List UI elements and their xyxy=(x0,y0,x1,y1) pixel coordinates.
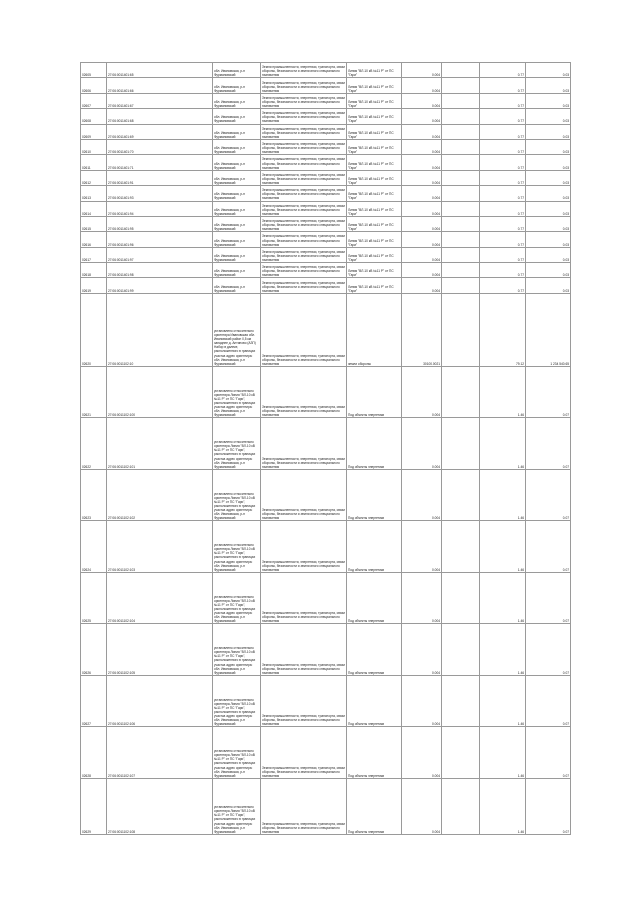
cadastral-number-cell: 27:06:0011401:94 xyxy=(107,201,213,216)
cadastral-number-cell: 27:06:0011102:106 xyxy=(107,675,213,727)
land-category-cell: Земли промышленности, энергетики, транспорта, связи обороны, безопасности и земли иного специального назначения xyxy=(261,247,347,262)
land-category-cell: Земли промышленности, энергетики, транспорта, связи обороны, безопасности и земли иного специального назначения xyxy=(261,572,347,624)
table-row xyxy=(81,109,571,124)
row-number-cell: 02629 xyxy=(81,778,107,834)
value-col9-cell: 0.07 xyxy=(526,366,571,418)
value-col7-cell xyxy=(442,418,480,470)
value-col7-cell xyxy=(442,93,480,108)
value-col8-cell: 1.46 xyxy=(480,418,526,470)
land-category-cell: Земли промышленности, энергетики, транспорта, связи обороны, безопасности и земли иного специального назначения xyxy=(261,624,347,676)
land-category-cell: Земли промышленности, энергетики, транспорта, связи обороны, безопасности и земли иного специального назначения xyxy=(261,232,347,247)
value-col8-cell: 0.77 xyxy=(480,63,526,78)
land-category-cell: Земли промышленности, энергетики, транспорта, связи обороны, безопасности и земли иного специального назначения xyxy=(261,263,347,278)
area-cell: 0.004 xyxy=(402,263,442,278)
cadastral-number-cell: 27:06:0011102:100 xyxy=(107,366,213,418)
value-col9-cell: 0.03 xyxy=(526,139,571,154)
cadastral-number-cell: 27:06:0011401:67 xyxy=(107,93,213,108)
row-number-cell: 02609 xyxy=(81,124,107,139)
value-col7-cell xyxy=(442,216,480,231)
area-cell: 0.004 xyxy=(402,675,442,727)
address-cell: обл. Ивановская, р-н Фурмановский xyxy=(213,78,261,93)
table-row xyxy=(81,63,571,78)
value-col8-cell: 0.77 xyxy=(480,124,526,139)
permitted-use-cell: Линия "ВЛ-10 кВ №11 Р" от ПС "Гари" xyxy=(347,201,402,216)
address-cell: установлено относительно ориентира Линия "ВЛ-10 кВ №11 Р" от ПС "Гари", расположенного в границах участка адрес ориентира: обл. Ивановская, р-н Фурмановский xyxy=(213,778,261,834)
area-cell: 0.004 xyxy=(402,469,442,521)
value-col9-cell: 0.07 xyxy=(526,727,571,779)
value-col8-cell: 0.77 xyxy=(480,216,526,231)
area-cell: 0.004 xyxy=(402,201,442,216)
area-cell: 0.004 xyxy=(402,155,442,170)
value-col7-cell xyxy=(442,293,480,366)
table-row xyxy=(81,201,571,216)
table-row xyxy=(81,572,571,624)
value-col8-cell: 0.77 xyxy=(480,186,526,201)
value-col9-cell: 0.03 xyxy=(526,278,571,293)
address-cell: установлено относительно ориентира Линия "ВЛ-10 кВ №11 Р" от ПС "Гари", расположенного в границах участка адрес ориентира: обл. Ивановская, р-н Фурмановский xyxy=(213,727,261,779)
value-col9-cell: 0.07 xyxy=(526,675,571,727)
value-col7-cell xyxy=(442,278,480,293)
address-cell: обл. Ивановская, р-н Фурмановский xyxy=(213,109,261,124)
area-cell: 30100.0021 xyxy=(402,293,442,366)
area-cell: 0.004 xyxy=(402,572,442,624)
row-number-cell: 02607 xyxy=(81,93,107,108)
value-col7-cell xyxy=(442,63,480,78)
cadastral-number-cell: 27:06:0011401:69 xyxy=(107,124,213,139)
value-col8-cell: 0.77 xyxy=(480,155,526,170)
area-cell: 0.004 xyxy=(402,232,442,247)
row-number-cell: 02610 xyxy=(81,139,107,154)
value-col9-cell: 0.03 xyxy=(526,170,571,185)
address-cell: обл. Ивановская, р-н Фурмановский xyxy=(213,201,261,216)
value-col9-cell: 0.07 xyxy=(526,572,571,624)
cadastral-number-cell: 27:06:0011401:98 xyxy=(107,263,213,278)
value-col8-cell: 0.77 xyxy=(480,78,526,93)
row-number-cell: 02621 xyxy=(81,366,107,418)
table-row xyxy=(81,232,571,247)
table-row xyxy=(81,521,571,573)
value-col8-cell: 1.46 xyxy=(480,727,526,779)
cadastral-number-cell: 27:06:0011102:101 xyxy=(107,418,213,470)
area-cell: 0.004 xyxy=(402,247,442,262)
table-row xyxy=(81,624,571,676)
permitted-use-cell: Линия "ВЛ-10 кВ №11 Р" от ПС "Гари" xyxy=(347,93,402,108)
value-col7-cell xyxy=(442,727,480,779)
value-col8-cell: 0.77 xyxy=(480,170,526,185)
value-col7-cell xyxy=(442,170,480,185)
row-number-cell: 02626 xyxy=(81,624,107,676)
cadastral-number-cell: 27:06:0011102:105 xyxy=(107,624,213,676)
land-category-cell: Земли промышленности, энергетики, транспорта, связи обороны, безопасности и земли иного специального назначения xyxy=(261,93,347,108)
address-cell: обл. Ивановская, р-н Фурмановский xyxy=(213,278,261,293)
value-col7-cell xyxy=(442,186,480,201)
value-col9-cell: 0.03 xyxy=(526,63,571,78)
table-row xyxy=(81,263,571,278)
row-number-cell: 02616 xyxy=(81,232,107,247)
permitted-use-cell: Под объекты энергетики xyxy=(347,572,402,624)
address-cell: обл. Ивановская, р-н Фурмановский xyxy=(213,155,261,170)
permitted-use-cell: Под объекты энергетики xyxy=(347,366,402,418)
cadastral-number-cell: 27:06:0011401:96 xyxy=(107,232,213,247)
row-number-cell: 02618 xyxy=(81,263,107,278)
address-cell: установлено относительно ориентира Линия "ВЛ-10 кВ №11 Р" от ПС "Гари", расположенного в границах участка адрес ориентира: обл. Ивановская, р-н Фурмановский xyxy=(213,366,261,418)
area-cell: 0.004 xyxy=(402,63,442,78)
permitted-use-cell: Линия "ВЛ-10 кВ №11 Р" от ПС "Гари" xyxy=(347,186,402,201)
cadastral-number-cell: 27:06:0011401:93 xyxy=(107,186,213,201)
land-category-cell: Земли промышленности, энергетики, транспорта, связи обороны, безопасности и земли иного специального назначения xyxy=(261,139,347,154)
land-category-cell: Земли промышленности, энергетики, транспорта, связи обороны, безопасности и земли иного специального назначения xyxy=(261,124,347,139)
address-cell: обл. Ивановская, р-н Фурмановский xyxy=(213,124,261,139)
value-col7-cell xyxy=(442,201,480,216)
area-cell: 0.004 xyxy=(402,727,442,779)
value-col8-cell: 1.46 xyxy=(480,624,526,676)
row-number-cell: 02606 xyxy=(81,78,107,93)
value-col7-cell xyxy=(442,232,480,247)
value-col8-cell: 0.77 xyxy=(480,201,526,216)
permitted-use-cell: Линия "ВЛ-10 кВ №11 Р" от ПС "Гари" xyxy=(347,155,402,170)
value-col9-cell: 0.03 xyxy=(526,78,571,93)
value-col7-cell xyxy=(442,469,480,521)
value-col8-cell: 1.46 xyxy=(480,366,526,418)
permitted-use-cell: Линия "ВЛ-10 кВ №11 Р" от ПС "Гари" xyxy=(347,109,402,124)
table-row xyxy=(81,216,571,231)
land-plots-table xyxy=(80,62,571,835)
table-row xyxy=(81,778,571,834)
area-cell: 0.004 xyxy=(402,109,442,124)
address-cell: установлено относительно ориентира Линия "ВЛ-10 кВ №11 Р" от ПС "Гари", расположенного в границах участка адрес ориентира: обл. Ивановская, р-н Фурмановский xyxy=(213,572,261,624)
row-number-cell: 02628 xyxy=(81,727,107,779)
value-col7-cell xyxy=(442,521,480,573)
table-row xyxy=(81,93,571,108)
value-col9-cell: 0.03 xyxy=(526,216,571,231)
address-cell: обл. Ивановская, р-н Фурмановский xyxy=(213,186,261,201)
row-number-cell: 02613 xyxy=(81,186,107,201)
area-cell: 0.004 xyxy=(402,93,442,108)
cadastral-number-cell: 27:06:0011401:68 xyxy=(107,109,213,124)
land-category-cell: Земли промышленности, энергетики, транспорта, связи обороны, безопасности и земли иного специального назначения xyxy=(261,366,347,418)
value-col8-cell: 0.77 xyxy=(480,139,526,154)
permitted-use-cell: Линия "ВЛ-10 кВ №11 Р" от ПС "Гари" xyxy=(347,78,402,93)
area-cell: 0.004 xyxy=(402,366,442,418)
row-number-cell: 02605 xyxy=(81,63,107,78)
table-row xyxy=(81,675,571,727)
table-row xyxy=(81,170,571,185)
area-cell: 0.004 xyxy=(402,521,442,573)
cadastral-number-cell: 27:06:0011401:66 xyxy=(107,78,213,93)
table-row xyxy=(81,469,571,521)
value-col8-cell: 0.77 xyxy=(480,109,526,124)
row-number-cell: 02614 xyxy=(81,201,107,216)
address-cell: установлено относительно ориентира Линия "ВЛ-10 кВ №11 Р" от ПС "Гари", расположенного в границах участка адрес ориентира: обл. Ивановская, р-н Фурмановский xyxy=(213,521,261,573)
table-row xyxy=(81,418,571,470)
table-row xyxy=(81,727,571,779)
value-col8-cell: 0.77 xyxy=(480,93,526,108)
area-cell: 0.004 xyxy=(402,624,442,676)
permitted-use-cell: Линия "ВЛ-10 кВ №11 Р" от ПС "Гари" xyxy=(347,263,402,278)
value-col7-cell xyxy=(442,675,480,727)
table-row xyxy=(81,278,571,293)
value-col8-cell: 0.77 xyxy=(480,263,526,278)
address-cell: установлено относительно ориентира Линия "ВЛ-10 кВ №11 Р" от ПС "Гари", расположенного в границах участка адрес ориентира: обл. Ивановская, р-н Фурмановский xyxy=(213,418,261,470)
cadastral-number-cell: 27:06:0011102:102 xyxy=(107,469,213,521)
area-cell: 0.004 xyxy=(402,216,442,231)
address-cell: обл. Ивановская, р-н Фурмановский xyxy=(213,139,261,154)
row-number-cell: 02608 xyxy=(81,109,107,124)
table-row xyxy=(81,78,571,93)
address-cell: обл. Ивановская, р-н Фурмановский xyxy=(213,232,261,247)
table-row xyxy=(81,139,571,154)
value-col7-cell xyxy=(442,366,480,418)
value-col7-cell xyxy=(442,247,480,262)
area-cell: 0.004 xyxy=(402,778,442,834)
area-cell: 0.004 xyxy=(402,170,442,185)
land-category-cell: Земли промышленности, энергетики, транспорта, связи обороны, безопасности и земли иного специального назначения xyxy=(261,109,347,124)
permitted-use-cell: Под объекты энергетики xyxy=(347,418,402,470)
table-row xyxy=(81,186,571,201)
value-col8-cell: 0.77 xyxy=(480,247,526,262)
permitted-use-cell: Под объекты энергетики xyxy=(347,675,402,727)
address-cell: установлено относительно ориентира Ивановская обл. Ивановский район 0,5 км западнее д. Антипово (АЗП) Набор в далеке, расположенного в границах участка адрес ориентира: обл. Ивановская, р-н Фурмановский xyxy=(213,293,261,366)
value-col9-cell: 0.03 xyxy=(526,124,571,139)
value-col7-cell xyxy=(442,124,480,139)
permitted-use-cell: Под объекты энергетики xyxy=(347,778,402,834)
cadastral-number-cell: 27:06:0011401:70 xyxy=(107,139,213,154)
value-col9-cell: 0.03 xyxy=(526,93,571,108)
address-cell: обл. Ивановская, р-н Фурмановский xyxy=(213,63,261,78)
row-number-cell: 02625 xyxy=(81,572,107,624)
row-number-cell: 02615 xyxy=(81,216,107,231)
address-cell: обл. Ивановская, р-н Фурмановский xyxy=(213,216,261,231)
cadastral-number-cell: 27:06:0011102:103 xyxy=(107,521,213,573)
row-number-cell: 02627 xyxy=(81,675,107,727)
cadastral-number-cell: 27:06:0011401:97 xyxy=(107,247,213,262)
value-col8-cell: 1.46 xyxy=(480,469,526,521)
value-col9-cell: 0.07 xyxy=(526,521,571,573)
address-cell: обл. Ивановская, р-н Фурмановский xyxy=(213,93,261,108)
land-category-cell: Земли промышленности, энергетики, транспорта, связи обороны, безопасности и земли иного специального назначения xyxy=(261,155,347,170)
land-category-cell: Земли промышленности, энергетики, транспорта, связи обороны, безопасности и земли иного специального назначения xyxy=(261,186,347,201)
land-category-cell: Земли промышленности, энергетики, транспорта, связи обороны, безопасности и земли иного специального назначения xyxy=(261,418,347,470)
address-cell: обл. Ивановская, р-н Фурмановский xyxy=(213,170,261,185)
row-number-cell: 02623 xyxy=(81,469,107,521)
value-col8-cell: 79.12 xyxy=(480,293,526,366)
address-cell: установлено относительно ориентира Линия "ВЛ-10 кВ №11 Р" от ПС "Гари", расположенного в границах участка адрес ориентира: обл. Ивановская, р-н Фурмановский xyxy=(213,624,261,676)
value-col7-cell xyxy=(442,778,480,834)
value-col9-cell: 0.07 xyxy=(526,624,571,676)
cadastral-number-cell: 27:06:0011102:107 xyxy=(107,727,213,779)
permitted-use-cell: Под объекты энергетики xyxy=(347,727,402,779)
table-row xyxy=(81,293,571,366)
table-row xyxy=(81,366,571,418)
cadastral-number-cell: 27:06:0011401:91 xyxy=(107,170,213,185)
land-category-cell: Земли промышленности, энергетики, транспорта, связи обороны, безопасности и земли иного специального назначения xyxy=(261,521,347,573)
permitted-use-cell: Линия "ВЛ-10 кВ №11 Р" от ПС "Гари" xyxy=(347,170,402,185)
value-col8-cell: 1.46 xyxy=(480,778,526,834)
value-col7-cell xyxy=(442,78,480,93)
cadastral-number-cell: 27:06:0011401:95 xyxy=(107,216,213,231)
permitted-use-cell: Линия "ВЛ-10 кВ №11 Р" от ПС "Гари" xyxy=(347,63,402,78)
area-cell: 0.004 xyxy=(402,78,442,93)
value-col7-cell xyxy=(442,572,480,624)
row-number-cell: 02619 xyxy=(81,278,107,293)
value-col7-cell xyxy=(442,139,480,154)
land-category-cell: Земли промышленности, энергетики, транспорта, связи обороны, безопасности и земли иного специального назначения xyxy=(261,201,347,216)
value-col9-cell: 0.03 xyxy=(526,155,571,170)
permitted-use-cell: Линия "ВЛ-10 кВ №11 Р" от ПС "Гари" xyxy=(347,232,402,247)
cadastral-number-cell: 27:06:0011401:99 xyxy=(107,278,213,293)
permitted-use-cell: Под объекты энергетики xyxy=(347,469,402,521)
row-number-cell: 02612 xyxy=(81,170,107,185)
address-cell: обл. Ивановская, р-н Фурмановский xyxy=(213,263,261,278)
value-col8-cell: 1.46 xyxy=(480,675,526,727)
area-cell: 0.004 xyxy=(402,418,442,470)
cadastral-number-cell: 27:06:0011102:10 xyxy=(107,293,213,366)
land-category-cell: Земли промышленности, энергетики, транспорта, связи обороны, безопасности и земли иного специального назначения xyxy=(261,78,347,93)
value-col7-cell xyxy=(442,263,480,278)
value-col9-cell: 0.03 xyxy=(526,109,571,124)
land-category-cell: Земли промышленности, энергетики, транспорта, связи обороны, безопасности и земли иного специального назначения xyxy=(261,216,347,231)
land-category-cell: Земли промышленности, энергетики, транспорта, связи обороны, безопасности и земли иного специального назначения xyxy=(261,278,347,293)
row-number-cell: 02617 xyxy=(81,247,107,262)
cadastral-number-cell: 27:06:0011401:65 xyxy=(107,63,213,78)
value-col8-cell: 0.77 xyxy=(480,232,526,247)
land-category-cell: Земли промышленности, энергетики, транспорта, связи обороны, безопасности и земли иного специального назначения xyxy=(261,63,347,78)
value-col9-cell: 1 234 540.65 xyxy=(526,293,571,366)
value-col7-cell xyxy=(442,624,480,676)
permitted-use-cell: Линия "ВЛ-10 кВ №11 Р" от ПС "Гари" xyxy=(347,139,402,154)
value-col9-cell: 0.03 xyxy=(526,201,571,216)
cadastral-number-cell: 27:06:0011102:108 xyxy=(107,778,213,834)
land-category-cell: Земли промышленности, энергетики, транспорта, связи обороны, безопасности и земли иного специального назначения xyxy=(261,727,347,779)
permitted-use-cell: земли обороны xyxy=(347,293,402,366)
address-cell: установлено относительно ориентира Линия "ВЛ-10 кВ №11 Р" от ПС "Гари", расположенного в границах участка адрес ориентира: обл. Ивановская, р-н Фурмановский xyxy=(213,675,261,727)
value-col9-cell: 0.07 xyxy=(526,778,571,834)
value-col9-cell: 0.03 xyxy=(526,232,571,247)
value-col8-cell: 0.77 xyxy=(480,278,526,293)
area-cell: 0.004 xyxy=(402,278,442,293)
row-number-cell: 02622 xyxy=(81,418,107,470)
address-cell: установлено относительно ориентира Линия "ВЛ-10 кВ №11 Р" от ПС "Гари", расположенного в границах участка адрес ориентира: обл. Ивановская, р-н Фурмановский xyxy=(213,469,261,521)
permitted-use-cell: Линия "ВЛ-10 кВ №11 Р" от ПС "Гари" xyxy=(347,124,402,139)
permitted-use-cell: Линия "ВЛ-10 кВ №11 Р" от ПС "Гари" xyxy=(347,216,402,231)
land-category-cell: Земли промышленности, энергетики, транспорта, связи обороны, безопасности и земли иного специального назначения xyxy=(261,778,347,834)
area-cell: 0.004 xyxy=(402,186,442,201)
value-col7-cell xyxy=(442,155,480,170)
table-row xyxy=(81,124,571,139)
permitted-use-cell: Под объекты энергетики xyxy=(347,624,402,676)
value-col9-cell: 0.07 xyxy=(526,469,571,521)
row-number-cell: 02620 xyxy=(81,293,107,366)
row-number-cell: 02624 xyxy=(81,521,107,573)
cadastral-number-cell: 27:06:0011102:104 xyxy=(107,572,213,624)
permitted-use-cell: Линия "ВЛ-10 кВ №11 Р" от ПС "Гари" xyxy=(347,278,402,293)
value-col8-cell: 1.46 xyxy=(480,572,526,624)
area-cell: 0.004 xyxy=(402,124,442,139)
row-number-cell: 02611 xyxy=(81,155,107,170)
permitted-use-cell: Под объекты энергетики xyxy=(347,521,402,573)
value-col9-cell: 0.07 xyxy=(526,418,571,470)
area-cell: 0.004 xyxy=(402,139,442,154)
land-category-cell: Земли промышленности, энергетики, транспорта, связи обороны, безопасности и земли иного специального назначения xyxy=(261,469,347,521)
document-page xyxy=(80,62,570,835)
value-col7-cell xyxy=(442,109,480,124)
cadastral-number-cell: 27:06:0011401:71 xyxy=(107,155,213,170)
value-col9-cell: 0.03 xyxy=(526,263,571,278)
land-category-cell: Земли промышленности, энергетики, транспорта, связи обороны, безопасности и земли иного специального назначения xyxy=(261,293,347,366)
land-category-cell: Земли промышленности, энергетики, транспорта, связи обороны, безопасности и земли иного специального назначения xyxy=(261,170,347,185)
land-category-cell: Земли промышленности, энергетики, транспорта, связи обороны, безопасности и земли иного специального назначения xyxy=(261,675,347,727)
value-col9-cell: 0.03 xyxy=(526,186,571,201)
permitted-use-cell: Линия "ВЛ-10 кВ №11 Р" от ПС "Гари" xyxy=(347,247,402,262)
table-row xyxy=(81,155,571,170)
table-row xyxy=(81,247,571,262)
value-col8-cell: 1.46 xyxy=(480,521,526,573)
value-col9-cell: 0.03 xyxy=(526,247,571,262)
address-cell: обл. Ивановская, р-н Фурмановский xyxy=(213,247,261,262)
